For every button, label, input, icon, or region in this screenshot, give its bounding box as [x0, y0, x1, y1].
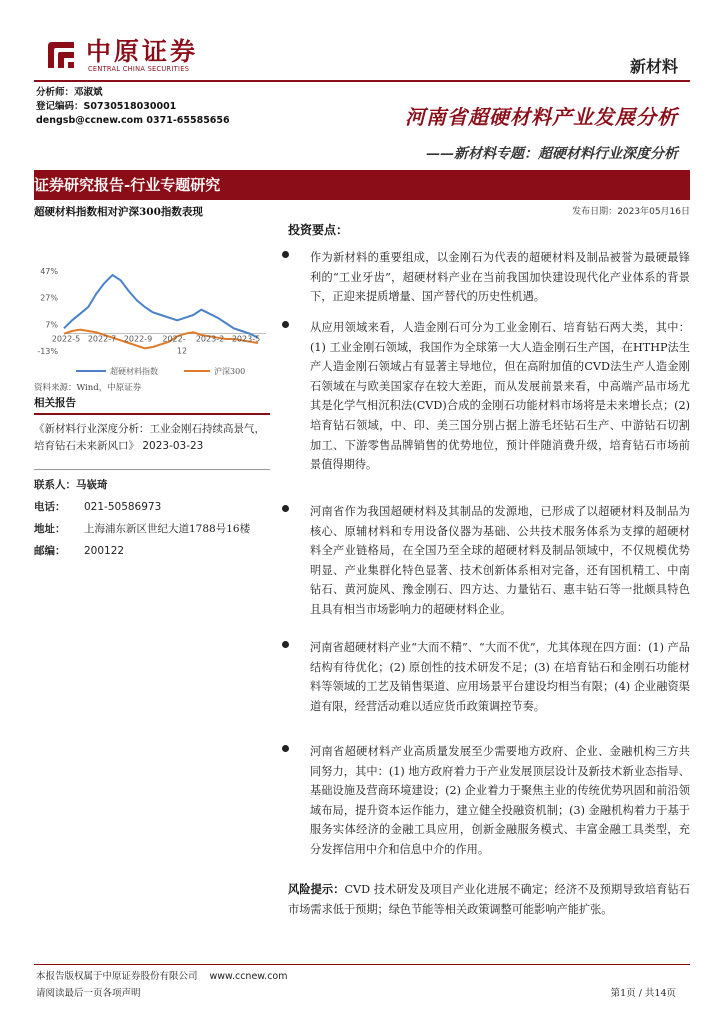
legend-label-superhard-index: 超硬材料指数 [110, 367, 158, 376]
logo-chinese-name: 中原证券 [86, 37, 199, 66]
analyst-info [36, 86, 230, 128]
key-point-text: 河南省超硬材料产业“大而不精”、“大而不优”，尤其体现在四方面：(1) 产品结构有待优化；(2) 原创性的技术研发不足；(3) 在培育钻石和金刚石功能材料等领域的工艺及销售渠道、应用场景平台建设均相当有限；(4) 企业融资渠道有限，经营活动难以适应货币政策调控节奏。 [310, 641, 690, 713]
key-point-item [282, 318, 690, 475]
analyst-contact: dengsb@ccnew.com 0371-65585656 [36, 115, 230, 126]
left-sidebar [34, 204, 270, 562]
publish-date-value: 2023年05月16日 [617, 207, 690, 217]
chart-source: 资料来源：Wind，中原证券 [34, 383, 142, 393]
key-point-item [282, 742, 690, 860]
zip-label: 邮编： [34, 545, 66, 557]
company-logo [44, 38, 234, 78]
copyright-text: 本报告版权属于中原证券股份有限公司 [36, 971, 198, 982]
publish-date [572, 204, 690, 217]
report-subtitle: ——新材料专题：超硬材料行业深度分析 [426, 146, 678, 162]
series-line-superhard-index [64, 275, 258, 338]
publish-date-label: 发布日期： [572, 207, 618, 217]
footer-left [36, 968, 288, 1002]
bullet-icon [282, 251, 289, 258]
key-point-text: 作为新材料的重要组成，以金刚石为代表的超硬材料及制品被誉为最硬最锋利的“工业牙齿”，超硬材料产业在当前我国加快建设现代化产业体系的背景下，正迎来提质增量、国产替代的历史性机遇。 [310, 251, 690, 304]
analyst-name-label: 分析师： [36, 87, 75, 98]
contact-person: 马嵚琦 [76, 479, 108, 491]
related-reports-heading: 相关报告 [34, 395, 270, 415]
x-tick-label: 2022-5 [51, 334, 81, 344]
y-tick-label: 47% [40, 267, 58, 276]
disclaimer-text: 请阅读最后一页各项声明 [36, 988, 141, 999]
key-point-item [282, 638, 690, 716]
bullet-icon [282, 505, 289, 512]
key-points-title: 投资要点： [288, 223, 349, 237]
key-point-text: 从应用领域来看，人造金刚石可分为工业金刚石、培育钻石两大类，其中：(1) 工业金刚石领域，我国作为全球第一大人造金刚石生产国，在HTHP法生产人造金刚石领域占有显著主导地位，但在高附加值的CVD法生产人造金刚石领域在与欧美国家存在较大差距，而从发展前景来看，中高端产品市场尤其是化学气相沉积法(CVD)合成的金刚石功能材料市场将是未来增长点；(2) 培育钻石领域，中、印、美三国分别占据上游毛坯钻石生产、中游钻石切割加工、下游零售品牌销售的优势地位，预计伴随消费升级，培育钻石市场前景值得期待。 [310, 321, 690, 472]
logo-mark-icon [44, 38, 78, 72]
related-report-date: 2023-03-23 [142, 440, 204, 452]
footer-divider [34, 964, 690, 965]
risk-warning [288, 880, 690, 919]
performance-chart-svg [34, 221, 270, 381]
zip-value: 200122 [84, 545, 125, 557]
y-tick-label: 27% [40, 293, 58, 303]
report-type-banner: 证券研究报告-行业专题研究 [34, 170, 690, 200]
reg-code-label: 登记编码： [36, 101, 84, 112]
phone-value: 021-50586973 [84, 501, 162, 513]
bullet-icon [282, 641, 289, 648]
related-report-title: 《新材料行业深度分析：工业金刚石持续高景气，培育钻石未来新风口》 [34, 423, 265, 452]
bullet-icon [282, 745, 289, 752]
chart-heading: 超硬材料指数相对沪深300指数表现 [34, 206, 203, 218]
y-tick-label: -13% [37, 347, 58, 356]
x-tick-label: 2023-5 [231, 334, 261, 344]
x-tick-label: 2022-9 [123, 334, 153, 344]
key-point-text: 河南省超硬材料产业高质量发展至少需要地方政府、企业、金融机构三方共同努力，其中：(1) 地方政府着力于产业发展顶层设计及新技术新业态指导、基础设施及营商环境建设；(2) 企业着力于聚焦主业的传统优势巩固和前沿领域布局，提升资本运作能力，建立健全投融资机制；(3) 金融机构着力于基于服务实体经济的金融工具应用，创新金融服务模式、丰富金融工具类型，充分发挥信用中介和信息中介的作用。 [310, 745, 690, 856]
risk-text: CVD 技术研发及项目产业化进展不确定；经济不及预期导致培育钻石市场需求低于预期；绿色节能等相关政策调整可能影响产能扩张。 [288, 883, 690, 916]
contact-person-label: 联系人： [34, 479, 76, 491]
reg-code: S0730518030001 [83, 101, 177, 112]
y-tick-label: 7% [45, 320, 58, 330]
risk-label: 风险提示： [288, 882, 345, 896]
contact-block [34, 469, 270, 562]
performance-chart [34, 221, 270, 381]
website-link[interactable]: www.ccnew.com [209, 971, 288, 982]
key-point-text: 河南省作为我国超硬材料及其制品的发源地，已形成了以超硬材料及制品为核心、原辅材料和专用设备仪器为基础、公共技术服务体系为支撑的超硬材料全产业链格局，在全国乃至全球的超硬材料及制品领域中，不仅规模优势明显、产业集群化特色显著、技术创新体系相对完备，还有国机精工、中南钻石、黄河旋风、豫金刚石、四方达、力量钻石、惠丰钻石等一批颇具特色且具有相当市场影响力的超硬材料企业。 [310, 505, 690, 616]
report-title: 河南省超硬材料产业发展分析 [405, 105, 678, 129]
bullet-icon [282, 321, 289, 328]
key-point-item [282, 248, 690, 307]
header-divider [34, 80, 690, 82]
x-tick-label: 2023-2 [195, 334, 225, 344]
x-tick-label: 2022- [162, 334, 186, 344]
x-tick-label: 2022-7 [87, 334, 117, 344]
page-number: 第1页 / 共14页 [610, 988, 676, 999]
sector-label: 新材料 [629, 57, 678, 76]
logo-english-name: CENTRAL CHINA SECURITIES [88, 65, 190, 73]
address-value: 上海浦东新区世纪大道1788号16楼 [84, 523, 251, 535]
key-point-item [282, 502, 690, 620]
address-label: 地址： [34, 523, 66, 535]
x-tick-label: 12 [176, 346, 188, 356]
legend-label-csi300: 沪深300 [214, 367, 246, 376]
related-report-item[interactable] [34, 421, 270, 455]
phone-label: 电话： [34, 501, 66, 513]
analyst-name: 邓淑斌 [74, 87, 103, 98]
